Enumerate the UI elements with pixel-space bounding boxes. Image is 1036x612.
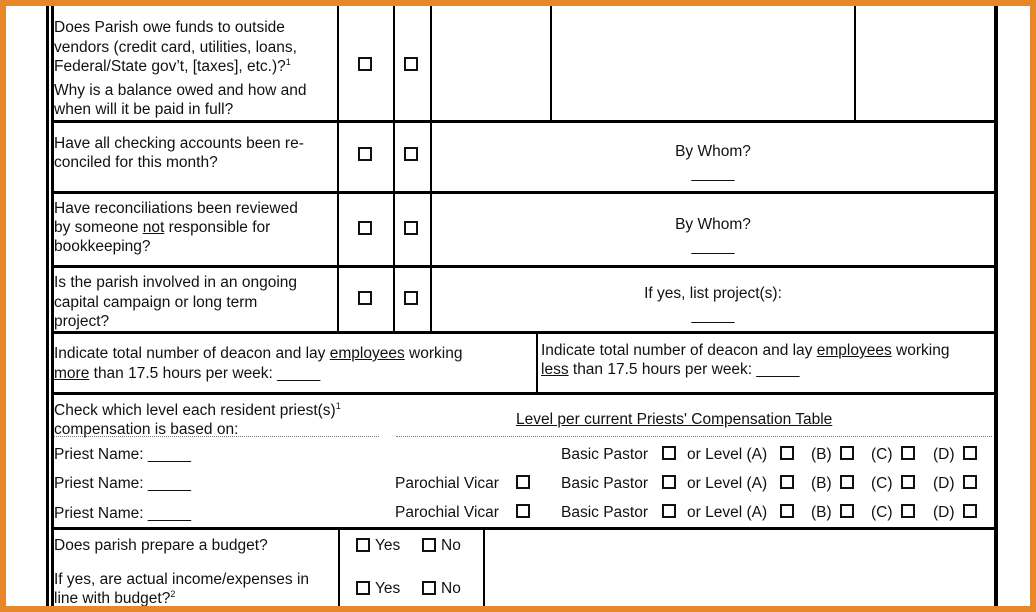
employees-less-line-1: [541, 341, 949, 360]
budget-prepare-no-label: No: [441, 537, 461, 554]
priest-3-parochial-vicar-label: Parochial Vicar: [395, 504, 499, 521]
reconcile-by-whom-blank[interactable]: _____: [691, 238, 735, 255]
priest-1-level-c-checkbox[interactable]: [901, 446, 915, 460]
employees-more-line-1: [54, 344, 462, 363]
priest-3-level-a-label: or Level (A): [687, 504, 768, 521]
priest-1-level-b-checkbox[interactable]: [840, 446, 854, 460]
priest-2-parochial-vicar-label: Parochial Vicar: [395, 475, 499, 492]
h-line-6: [51, 527, 997, 530]
v-line-r1-b: [854, 6, 856, 122]
reconcile-q2-underlined: not: [142, 219, 165, 236]
v-line-q-end: [337, 6, 339, 333]
employees-less-hours: than 17.5 hours per week: _____: [568, 361, 800, 378]
v-line-emp-mid: [536, 332, 538, 394]
footnote-1-marker: 1: [285, 56, 291, 67]
priest-3-level-c-checkbox[interactable]: [901, 504, 915, 518]
right-border: [994, 6, 998, 612]
priest-2-level-b-label: (B): [811, 475, 832, 492]
campaign-question-line-2: capital campaign or long term: [54, 294, 258, 311]
h-line-3: [51, 265, 997, 268]
budget-actual-no-checkbox[interactable]: [422, 581, 436, 595]
campaign-question-line-3: project?: [54, 313, 110, 330]
priest-3-level-d-checkbox[interactable]: [963, 504, 977, 518]
priest-2-level-c-label: (C): [871, 475, 893, 492]
reconcile-question-line-3: bookkeeping?: [54, 238, 151, 255]
budget-question-2-text: line with budget?: [54, 590, 171, 607]
reconcile-question-line-1: Have reconciliations been reviewed: [54, 200, 298, 217]
vendors-question-line-3-text: Federal/State gov’t, [taxes], etc.)?: [54, 58, 286, 75]
budget-actual-yes-label: Yes: [375, 580, 401, 597]
checking-question-line-1: Have all checking accounts been re-: [54, 135, 304, 152]
employees-more-word: more: [54, 365, 90, 382]
campaign-no-checkbox[interactable]: [404, 291, 418, 305]
priest-1-level-a-checkbox[interactable]: [780, 446, 794, 460]
employees-more-pre: Indicate total number of deacon and lay: [54, 345, 330, 362]
employees-less-line-2[interactable]: [541, 360, 800, 379]
vendors-question-line-1: Does Parish owe funds to outside: [54, 19, 285, 36]
checking-by-whom-blank[interactable]: _____: [691, 165, 735, 182]
priests-question-line-2: compensation is based on:: [54, 421, 239, 438]
employees-less-underlined: employees: [816, 342, 892, 359]
footnote-2-marker: 2: [170, 588, 176, 599]
reconcile-question-line-2: [54, 218, 270, 237]
employees-more-underlined: employees: [329, 345, 405, 362]
budget-actual-yes-checkbox[interactable]: [356, 581, 370, 595]
priest-name-3[interactable]: Priest Name: _____: [54, 505, 191, 522]
vendors-question-line-4: Why is a balance owed and how and: [54, 82, 307, 99]
priest-3-level-a-checkbox[interactable]: [780, 504, 794, 518]
compensation-table-title: Level per current Priests' Compensation Table: [516, 411, 833, 428]
reconcile-q2-post: responsible for: [164, 219, 271, 236]
reconcile-q2-pre: by someone: [54, 219, 143, 236]
checking-yes-checkbox[interactable]: [358, 147, 372, 161]
budget-prepare-yes-checkbox[interactable]: [356, 538, 370, 552]
employees-more-line-2[interactable]: [54, 364, 320, 383]
priest-2-basic-pastor-label: Basic Pastor: [561, 475, 649, 492]
v-line-budget-b: [483, 528, 485, 612]
priest-name-2[interactable]: Priest Name: _____: [54, 475, 191, 492]
budget-question-2-line-2: [54, 589, 175, 608]
budget-prepare-no-checkbox[interactable]: [422, 538, 436, 552]
priest-2-level-b-checkbox[interactable]: [840, 475, 854, 489]
vendors-yes-checkbox[interactable]: [358, 57, 372, 71]
checking-no-checkbox[interactable]: [404, 147, 418, 161]
priest-1-basic-pastor-checkbox[interactable]: [662, 446, 676, 460]
priest-2-level-d-label: (D): [933, 475, 955, 492]
vendors-question-line-5: when will it be paid in full?: [54, 101, 234, 118]
priest-3-basic-pastor-label: Basic Pastor: [561, 504, 649, 521]
checking-by-whom-label: By Whom?: [675, 143, 751, 160]
priest-3-level-b-label: (B): [811, 504, 832, 521]
priest-2-level-c-checkbox[interactable]: [901, 475, 915, 489]
employees-less-post: working: [891, 342, 950, 359]
checking-question-line-2: conciled for this month?: [54, 154, 218, 171]
priest-2-basic-pastor-checkbox[interactable]: [662, 475, 676, 489]
employees-less-pre: Indicate total number of deacon and lay: [541, 342, 817, 359]
priest-2-parochial-vicar-checkbox[interactable]: [516, 475, 530, 489]
priest-3-basic-pastor-checkbox[interactable]: [662, 504, 676, 518]
left-border-outer: [46, 6, 49, 612]
campaign-yes-checkbox[interactable]: [358, 291, 372, 305]
budget-question-1: Does parish prepare a budget?: [54, 537, 268, 554]
h-line-4: [51, 331, 997, 334]
vendors-question-line-3: [54, 57, 291, 76]
priests-question-line-1: [54, 401, 341, 420]
priests-question-text: Check which level each resident priest(s): [54, 402, 336, 419]
v-line-r1-a: [550, 6, 552, 122]
budget-question-2-line-1: If yes, are actual income/expenses in: [54, 571, 310, 588]
h-line-5: [51, 392, 997, 395]
vendors-question-line-2: vendors (credit card, utilities, loans,: [54, 39, 297, 56]
v-line-budget-a: [338, 528, 340, 612]
priest-3-level-b-checkbox[interactable]: [840, 504, 854, 518]
priest-3-parochial-vicar-checkbox[interactable]: [516, 504, 530, 518]
priest-2-level-a-label: or Level (A): [687, 475, 768, 492]
priest-1-level-d-checkbox[interactable]: [963, 446, 977, 460]
employees-more-hours: than 17.5 hours per week: _____: [89, 365, 321, 382]
priest-1-level-c-label: (C): [871, 446, 893, 463]
budget-actual-no-label: No: [441, 580, 461, 597]
employees-more-post: working: [404, 345, 463, 362]
priest-3-level-d-label: (D): [933, 504, 955, 521]
reconcile-by-whom-label: By Whom?: [675, 216, 751, 233]
priest-1-level-b-label: (B): [811, 446, 832, 463]
priest-2-level-a-checkbox[interactable]: [780, 475, 794, 489]
priest-name-1[interactable]: Priest Name: _____: [54, 446, 191, 463]
reconcile-yes-checkbox[interactable]: [358, 221, 372, 235]
priest-1-basic-pastor-label: Basic Pastor: [561, 446, 649, 463]
employees-less-word: less: [541, 361, 569, 378]
campaign-projects-blank[interactable]: _____: [691, 307, 735, 324]
priest-1-level-a-label: or Level (A): [687, 446, 768, 463]
footnote-1-marker-2: 1: [335, 400, 341, 411]
priest-dotted-line-2: [396, 436, 992, 437]
priest-1-level-d-label: (D): [933, 446, 955, 463]
h-line-2: [51, 191, 997, 194]
campaign-projects-label: If yes, list project(s):: [644, 285, 782, 302]
v-line-cb-mid: [393, 6, 395, 333]
reconcile-no-checkbox[interactable]: [404, 221, 418, 235]
budget-prepare-yes-label: Yes: [375, 537, 401, 554]
priest-3-level-c-label: (C): [871, 504, 893, 521]
priest-2-level-d-checkbox[interactable]: [963, 475, 977, 489]
vendors-no-checkbox[interactable]: [404, 57, 418, 71]
campaign-question-line-1: Is the parish involved in an ongoing: [54, 274, 297, 291]
